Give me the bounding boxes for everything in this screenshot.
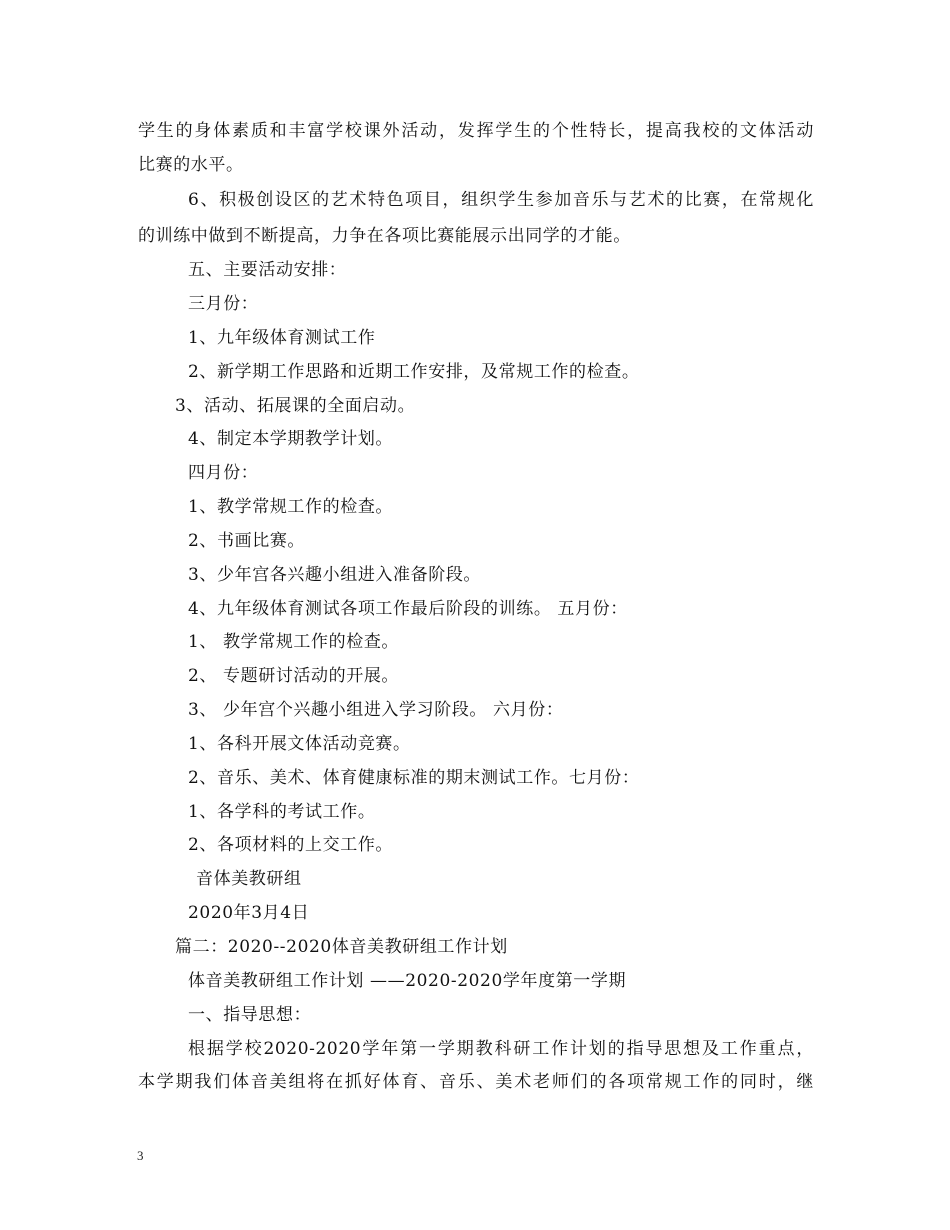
plan-title: 体音美教研组工作计划 ——2020-2020学年度第一学期	[188, 971, 627, 991]
page-number: 3	[137, 1148, 144, 1163]
list-item: 3、活动、拓展课的全面启动。	[175, 396, 416, 416]
list-item: 4、制定本学期教学计划。	[188, 429, 394, 449]
list-item: 1、各科开展文体活动竞赛。	[188, 734, 411, 754]
section-heading-activities: 五、主要活动安排：	[188, 260, 347, 280]
list-item: 1、九年级体育测试工作	[188, 328, 376, 348]
list-item: 2、新学期工作思路和近期工作安排，及常规工作的检查。	[188, 362, 640, 382]
list-item: 3、 少年宫个兴趣小组进入学习阶段。 六月份：	[188, 700, 564, 720]
list-item: 2、各项材料的上交工作。	[188, 835, 394, 855]
signature-group: 音体美教研组	[196, 869, 302, 889]
text-line-4: 的训练中做到不断提高，力争在各项比赛能展示出同学的才能。	[138, 226, 631, 246]
list-item: 4、九年级体育测试各项工作最后阶段的训练。 五月份：	[188, 599, 628, 619]
month-heading-april: 四月份：	[188, 463, 259, 483]
list-item: 1、教学常规工作的检查。	[188, 497, 394, 517]
list-item: 2、 专题研讨活动的开展。	[188, 666, 400, 686]
list-item: 2、书画比赛。	[188, 531, 306, 551]
signature-date: 2020年3月4日	[188, 903, 310, 923]
section-heading-guiding: 一、指导思想：	[188, 1005, 312, 1025]
text-line-3: 6、积极创设区的艺术特色项目，组织学生参加音乐与艺术的比赛，在常规化	[188, 190, 814, 210]
text-line-1: 学生的身体素质和丰富学校课外活动，发挥学生的个性特长，提高我校的文体活动	[138, 121, 814, 141]
list-item: 1、 教学常规工作的检查。	[188, 632, 400, 652]
list-item: 1、各学科的考试工作。	[188, 802, 376, 822]
list-item: 3、少年宫各兴趣小组进入准备阶段。	[188, 565, 482, 585]
chapter-title: 篇二：2020--2020体音美教研组工作计划	[175, 937, 508, 957]
list-item: 2、音乐、美术、体育健康标准的期末测试工作。七月份：	[188, 768, 640, 788]
month-heading-march: 三月份：	[188, 294, 259, 314]
text-line-2: 比赛的水平。	[138, 155, 244, 175]
text-line-28: 根据学校2020-2020学年第一学期教科研工作计划的指导思想及工作重点，	[188, 1039, 814, 1059]
text-line-29: 本学期我们体音美组将在抓好体育、音乐、美术老师们的各项常规工作的同时，继	[138, 1072, 814, 1092]
